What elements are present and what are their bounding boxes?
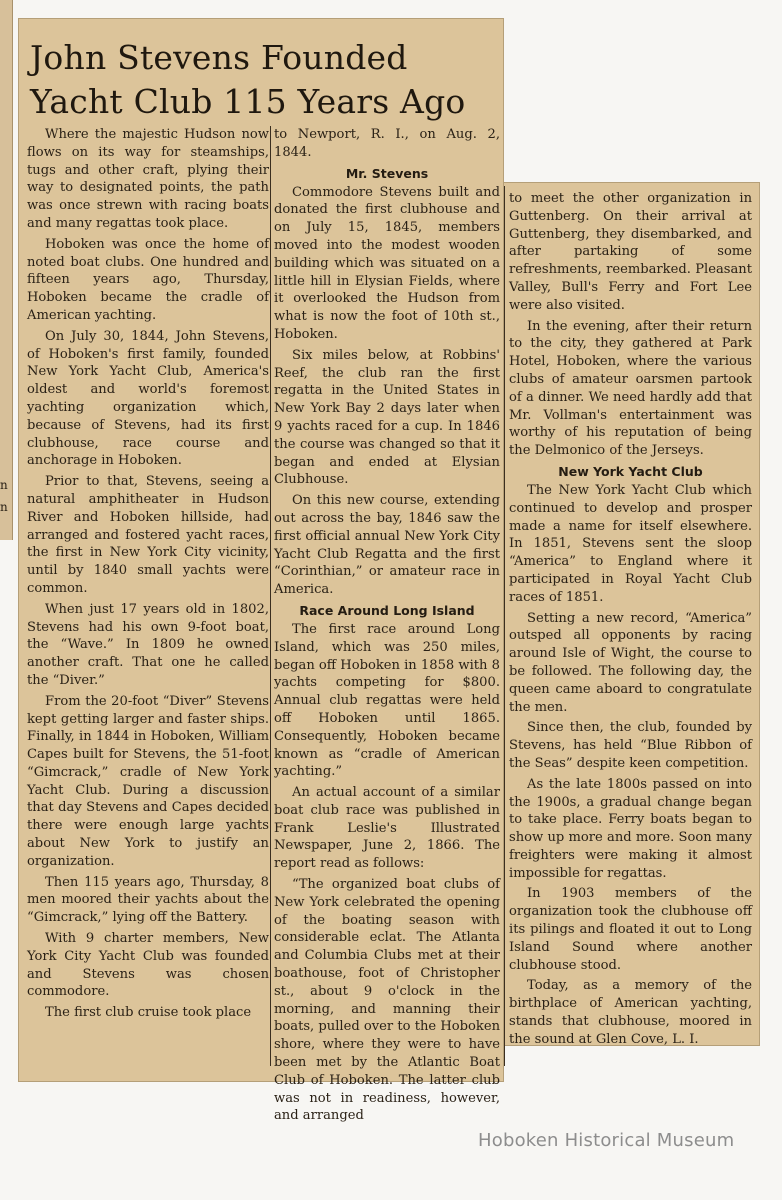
column-rule <box>504 186 505 1066</box>
paragraph: “The organized boat clubs of New York celebrated the opening of the boating season with considerable eclat. The Atlanta and Columbia Clubs met at their boathouse, foot of Christopher st., about 9 o'clock in the morning, and manning their boats, pulled over to the Hoboken shore, where they were to have been met by the Atlantic Boat Club of Hoboken. The latter club was not in readiness, however, and arranged <box>274 877 500 1124</box>
paragraph: Setting a new record, “America” outsped all opponents by racing around Isle of Wight, the course to be followed. The following day, the queen came aboard to congratulate the men. <box>509 610 752 715</box>
paragraph: On this new course, extending out across the bay, 1846 saw the first official annual New York City Yacht Club Regatta and the first “Corinthian,” or amateur race in America. <box>274 493 500 598</box>
paragraph: Since then, the club, founded by Stevens, has held “Blue Ribbon of the Seas” despite keen competition. <box>509 720 752 771</box>
subheading-mr-stevens: Mr. Stevens <box>345 165 429 181</box>
headline: John Stevens Founded Yacht Club 115 Years Ago <box>30 38 466 121</box>
paragraph: On July 30, 1844, John Stevens, of Hoboken's first family, founded New York Yacht Club, America's oldest and world's foremost yachting organization which, because of Stevens, had its first clubhouse, race course and anchorage in Hoboken. <box>27 328 269 469</box>
paragraph: The New York Yacht Club which continued to develop and prosper made a name for itself elsewhere. In 1851, Stevens sent the sloop “America” to England where it participated in Royal Yacht Club races of 1851. <box>509 482 752 605</box>
continued-paragraph: to meet the other organization in Guttenberg. On their arrival at Guttenberg, they disembarked, and after partaking of some refreshments, reembarked. Pleasant Valley, Bull's Ferry and Fort Lee were also visited. <box>509 191 752 313</box>
continued-paragraph: to Newport, R. I., on Aug. 2, 1844. <box>274 127 500 160</box>
paragraph: Hoboken was once the home of noted boat clubs. One hundred and fifteen years ago, Thursday, Hoboken became the cradle of American yachting. <box>27 236 269 323</box>
paragraph: In the evening, after their return to the city, they gathered at Park Hotel, Hoboken, where the various clubs of amateur oarsmen partook of a dinner. We need hardly add that Mr. Vollman's entertainment was worthy of his reputation of being the Delmonico of the Jerseys. <box>509 318 752 459</box>
column-rule <box>270 126 271 1066</box>
paragraph: Commodore Stevens built and donated the first clubhouse and on July 15, 1845, members moved into the modest wooden building which was situated on a little hill in Elysian Fields, where it overlooked the Hudson from what is now the foot of 10th st., Hoboken. <box>274 184 500 342</box>
paragraph: The first race around Long Island, which was 250 miles, began off Hoboken in 1858 with 8 yachts competing for $800. Annual club regattas were held off Hoboken until 1865. Consequently, Hoboken became known as “cradle of American yachting.” <box>274 621 500 780</box>
article-column-1 <box>27 126 269 1025</box>
subheading-new-york-yacht-club: New York Yacht Club <box>558 463 703 479</box>
subheading-race-around-long-island: Race Around Long Island <box>299 602 475 618</box>
article-column-3 <box>509 190 752 1052</box>
paragraph: Today, as a memory of the birthplace of American yachting, stands that clubhouse, moored in the sound at Glen Cove, L. I. <box>509 978 752 1047</box>
paragraph: Then 115 years ago, Thursday, 8 men moored their yachts about the “Gimcrack,” lying off the Battery. <box>27 874 269 926</box>
paragraph: When just 17 years old in 1802, Stevens had his own 9-foot boat, the “Wave.” In 1809 he owned another craft. That one he called the “Diver.” <box>27 601 269 688</box>
paragraph: The first club cruise took place <box>45 1005 252 1021</box>
paragraph: With 9 charter members, New York City Yacht Club was founded and Stevens was chosen commodore. <box>27 931 269 1000</box>
paragraph: In 1903 members of the organization took the clubhouse off its pilings and floated it out to Long Island Sound where another clubhouse stood. <box>509 886 752 973</box>
adjacent-clipping-scrap <box>0 0 13 540</box>
paragraph: An actual account of a similar boat club race was published in Frank Leslie's Illustrated Newspaper, June 2, 1866. The report read as follows: <box>274 785 500 872</box>
article-column-2 <box>274 126 500 1128</box>
scrap-letter: n <box>0 500 8 514</box>
museum-watermark: Hoboken Historical Museum <box>478 1130 735 1151</box>
paragraph: Prior to that, Stevens, seeing a natural amphitheater in Hudson River and Hoboken hillside, had arranged and fostered yacht races, the first in New York City vicinity, until by 1840 small yachts were common. <box>27 474 269 596</box>
paragraph: As the late 1800s passed on into the 1900s, a gradual change began to take place. Ferry boats began to show up more and more. Soon many freighters were making it almost impossible for regattas. <box>509 776 752 881</box>
paragraph: Six miles below, at Robbins' Reef, the club ran the first regatta in the United States in New York Bay 2 days later when 9 yachts raced for a cup. In 1846 the course was changed so that it began and ended at Elysian Clubhouse. <box>274 347 500 488</box>
scrap-letter: n <box>0 478 8 492</box>
paragraph: From the 20-foot “Diver” Stevens kept getting larger and faster ships. Finally, in 1844 in Hoboken, William Capes built for Stevens, the 51-foot “Gimcrack,” cradle of New York Yacht Club. During a discussion that day Stevens and Capes decided there were enough large yachts about New York to justify an organization. <box>27 693 269 869</box>
paragraph: Where the majestic Hudson now flows on its way for steamships, tugs and other craft, plying their way to designated points, the path was once strewn with racing boats and many regattas took place. <box>27 127 269 231</box>
